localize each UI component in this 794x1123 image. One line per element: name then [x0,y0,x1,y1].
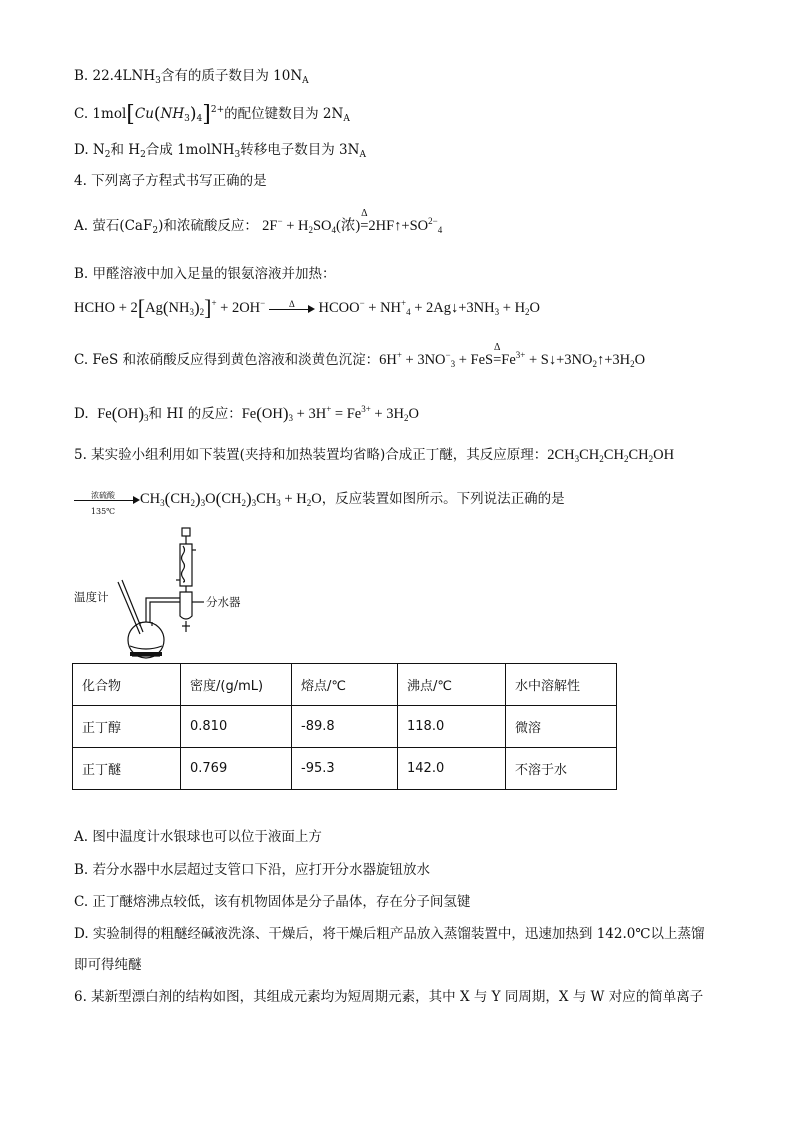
table-cell: -95.3 [292,748,398,790]
q4-option-a: A. 萤石(CaF$_2$)和浓硫酸反应： $2F^- + H_2SO_4$(浓)= Δ $2HF↑+SO^{2-}_4$ [74,208,443,236]
table-header-cell: 沸点/℃ [398,664,506,706]
q5-stem-line2: 浓硫酸 135℃ $CH_3(CH_2)_3O(CH_2)_3CH_3 + H_2O$，反应装置如图所示。下列说法正确的是 [74,489,565,509]
table-cell: 正丁醇 [73,706,181,748]
table-header-row [73,664,617,706]
q5-stem: 5. 某实验小组利用如下装置(夹持和加热装置均省略)合成正丁醚，其反应原理：$2CH_3CH_2CH_2CH_2OH$ [74,447,675,464]
table-cell: -89.8 [292,706,398,748]
q5-option-d-cont: 即可得纯醚 [74,957,142,973]
table-header-cell: 密度/(g/mL) [181,664,292,706]
q6-stem: 6. 某新型漂白剂的结构如图，其组成元素均为短周期元素，其中 X 与 Y 同周期，X 与 W 对应的简单离子 [74,989,704,1005]
table-cell: 微溶 [506,706,617,748]
q3-option-c: C. $1mol[Cu(NH_3)_4]^{2+}$的配位键数目为 $2N_A$ [74,102,350,127]
table-cell: 118.0 [398,706,506,748]
q4-option-d: D. $Fe(OH)_3$和 HI 的反应：$Fe(OH)_3 + 3H^+ = Fe^{3+} + 3H_2O$ [74,404,419,423]
table-row [73,706,617,748]
q4-option-c: C. FeS 和浓硝酸反应得到黄色溶液和淡黄色沉淀：$6H^+ + 3NO^-_3 + FeS=$ Δ $Fe^{3+}$ + $S↓+3NO_2↑+3H_2O$ [74,342,646,369]
table-cell: 142.0 [398,748,506,790]
q5-option-d: D. 实验制得的粗醚经碱液洗涤、干燥后，将干燥后粗产品放入蒸馏装置中，迅速加热到 142.0℃以上蒸馏 [74,926,705,942]
thermometer-label: 温度计 [74,590,109,604]
table-cell: 正丁醚 [73,748,181,790]
table-cell: 0.810 [181,706,292,748]
q5-option-b: B. 若分水器中水层超过支管口下沿，应打开分水器旋钮放水 [74,862,431,878]
q3-option-d: D. $N_2$和 $H_2$合成 1molNH$_3$转移电子数目为 $3N_A$ [74,142,366,160]
properties-table [72,663,617,790]
q3-option-b: B. $22.4LNH_3$含有的质子数目为 $10N_A$ [74,68,309,86]
table-header-cell: 化合物 [73,664,181,706]
q5-option-c: C. 正丁醚熔沸点较低，该有机物固体是分子晶体，存在分子间氢键 [74,894,471,910]
reaction-arrow: 浓硫酸 135℃ [74,492,140,508]
q5-option-a: A. 图中温度计水银球也可以位于液面上方 [74,829,322,845]
q4-option-b-equation: HCHO + $2[Ag(NH_3)_2]^+ + 2OH^-$ Δ HCOO− + $NH^+_4$ + $2Ag↓+3NH_3 + H_2O$ [74,295,541,320]
table-cell: 0.769 [181,748,292,790]
table-header-cell: 熔点/℃ [292,664,398,706]
table-header-cell: 水中溶解性 [506,664,617,706]
table-row [73,748,617,790]
table-cell: 不溶于水 [506,748,617,790]
q4-option-b: B. 甲醛溶液中加入足量的银氨溶液并加热： [74,266,336,282]
separator-label: 分水器 [206,595,241,609]
q4-stem: 4. 下列离子方程式书写正确的是 [74,173,267,189]
